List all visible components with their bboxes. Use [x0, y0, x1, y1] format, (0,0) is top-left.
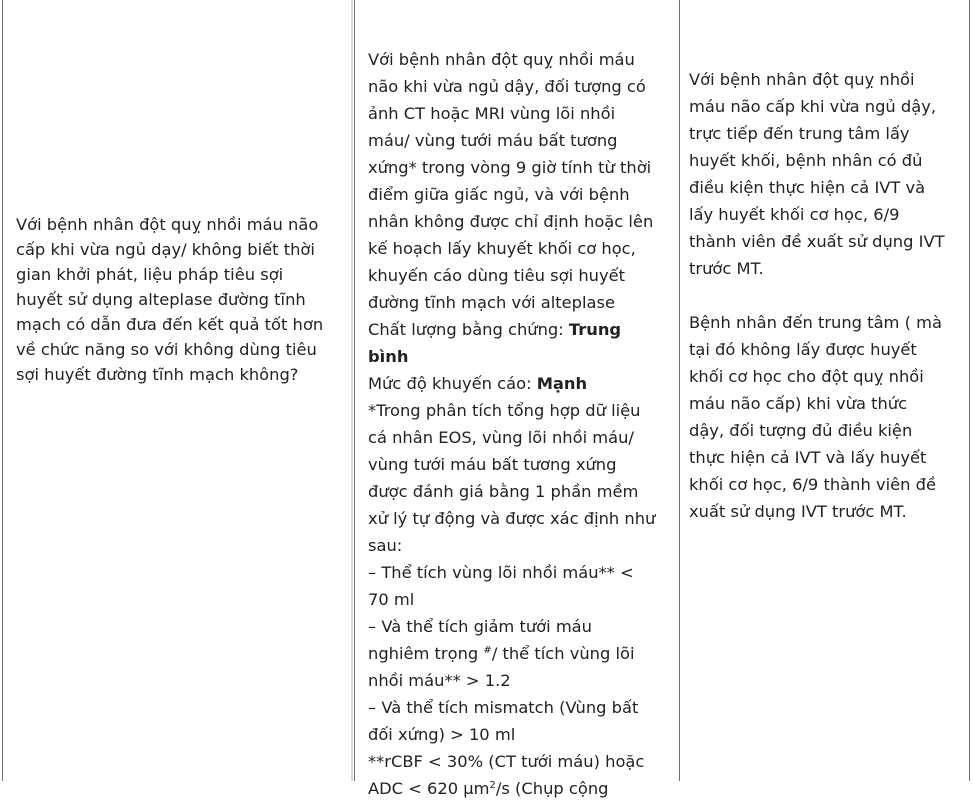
recommendation-text — [368, 46, 655, 802]
severe-sup: # — [483, 645, 492, 656]
recommendation-line: khuyến cáo dùng tiêu sợi huyết — [368, 266, 625, 285]
question-line: huyết sử dụng alteplase đường tĩnh — [16, 290, 306, 309]
expert-line: tại đó không lấy được huyết — [689, 340, 917, 359]
question-line: gian khởi phát, liệu pháp tiêu sợi — [16, 265, 284, 284]
expert-line: thực hiện cả IVT và lấy huyết — [689, 448, 927, 467]
question-line: Với bệnh nhân đột quỵ nhồi máu não — [16, 215, 319, 234]
expert-opinion-cell — [679, 0, 970, 781]
expert-line: khối cơ học, 6/9 thành viên đề — [689, 475, 936, 494]
recommendation-line: não khi vừa ngủ dậy, đối tượng có — [368, 77, 646, 96]
note-line: – Thể tích vùng lõi nhồi máu** < — [368, 563, 634, 582]
evidence-quality — [368, 316, 655, 343]
note-line: cá nhân EOS, vùng lõi nhồi máu/ — [368, 428, 634, 447]
note-line: 70 ml — [368, 590, 415, 609]
expert-line: thành viên đề xuất sử dụng IVT — [689, 232, 945, 251]
note-line: được đánh giá bằng 1 phần mềm — [368, 482, 639, 501]
note-line: đối xứng) > 10 ml — [368, 725, 516, 744]
expert-line: xuất sử dụng IVT trước MT. — [689, 502, 907, 521]
question-text — [16, 212, 323, 387]
note-line: vùng tưới máu bất tương xứng — [368, 455, 617, 474]
note-line: – Và thể tích giảm tưới máu — [368, 617, 592, 636]
note-line: sau: — [368, 536, 403, 555]
note-line-severe — [368, 640, 655, 667]
note-line: – Và thể tích mismatch (Vùng bất — [368, 698, 639, 717]
recommendation-line: kế hoạch lấy khuyết khối cơ học, — [368, 239, 636, 258]
note-line: nhồi máu** > 1.2 — [368, 671, 511, 690]
recommendation-line: Với bệnh nhân đột quỵ nhồi máu — [368, 50, 635, 69]
question-line: cấp khi vừa ngủ dạy/ không biết thời — [16, 240, 315, 259]
paragraph-gap — [689, 282, 945, 309]
recommendation-line: nhân không được chỉ định hoặc lên — [368, 212, 654, 231]
expert-line: trực tiếp đến trung tâm lấy — [689, 124, 910, 143]
evidence-value-cont: bình — [368, 347, 409, 366]
expert-line: máu não cấp khi vừa ngủ dậy, — [689, 97, 937, 116]
expert-line: khối cơ học cho đột quỵ nhồi — [689, 367, 924, 386]
expert-line: máu não cấp) khi vừa thức — [689, 394, 908, 413]
note-line-adc — [368, 775, 655, 802]
expert-line: dậy, đối tượng đủ điều kiện — [689, 421, 913, 440]
note-line: **rCBF < 30% (CT tưới máu) hoặc — [368, 752, 645, 771]
severe-pre: nghiêm trọng — [368, 644, 484, 663]
expert-line: Bệnh nhân đến trung tâm ( mà — [689, 313, 942, 332]
evidence-value: Trung — [568, 320, 622, 339]
evidence-quality-cont — [368, 343, 655, 370]
recommendation-line: xứng* trong vòng 9 giờ tính từ thời — [368, 158, 652, 177]
severe-post: / thể tích vùng lõi — [491, 644, 635, 663]
recommendation-line: ảnh CT hoặc MRI vùng lõi nhồi — [368, 104, 616, 123]
question-line: mạch có dẫn đưa đến kết quả tốt hơn — [16, 315, 324, 334]
strength-value: Mạnh — [536, 374, 588, 393]
question-line: sợi huyết đường tĩnh mạch không? — [16, 365, 299, 384]
recommendation-strength — [368, 370, 655, 397]
expert-line: trước MT. — [689, 259, 764, 278]
recommendation-line: đường tĩnh mạch với alteplase — [368, 293, 615, 312]
note-line: xử lý tự động và được xác định như — [368, 509, 656, 528]
adc-sup: 2 — [489, 780, 496, 791]
adc-pre: ADC < 620 μm — [368, 779, 490, 798]
question-line: về chức năng so với không dùng tiêu — [16, 340, 317, 359]
expert-line: điều kiện thực hiện cả IVT và — [689, 178, 926, 197]
adc-post: /s (Chụp cộng — [495, 779, 609, 798]
expert-line: huyết khối, bệnh nhân có đủ — [689, 151, 923, 170]
recommendation-line: máu/ vùng tưới máu bất tương — [368, 131, 618, 150]
expert-line: Với bệnh nhân đột quỵ nhồi — [689, 70, 915, 89]
recommendation-line: điểm giữa giấc ngủ, và với bệnh — [368, 185, 630, 204]
note-line: *Trong phân tích tổng hợp dữ liệu — [368, 401, 641, 420]
expert-line: lấy huyết khối cơ học, 6/9 — [689, 205, 900, 224]
strength-label: Mức độ khuyến cáo: — [368, 374, 537, 393]
evidence-label: Chất lượng bằng chứng: — [368, 320, 569, 339]
question-cell — [2, 0, 355, 781]
expert-opinion-text — [689, 66, 945, 525]
